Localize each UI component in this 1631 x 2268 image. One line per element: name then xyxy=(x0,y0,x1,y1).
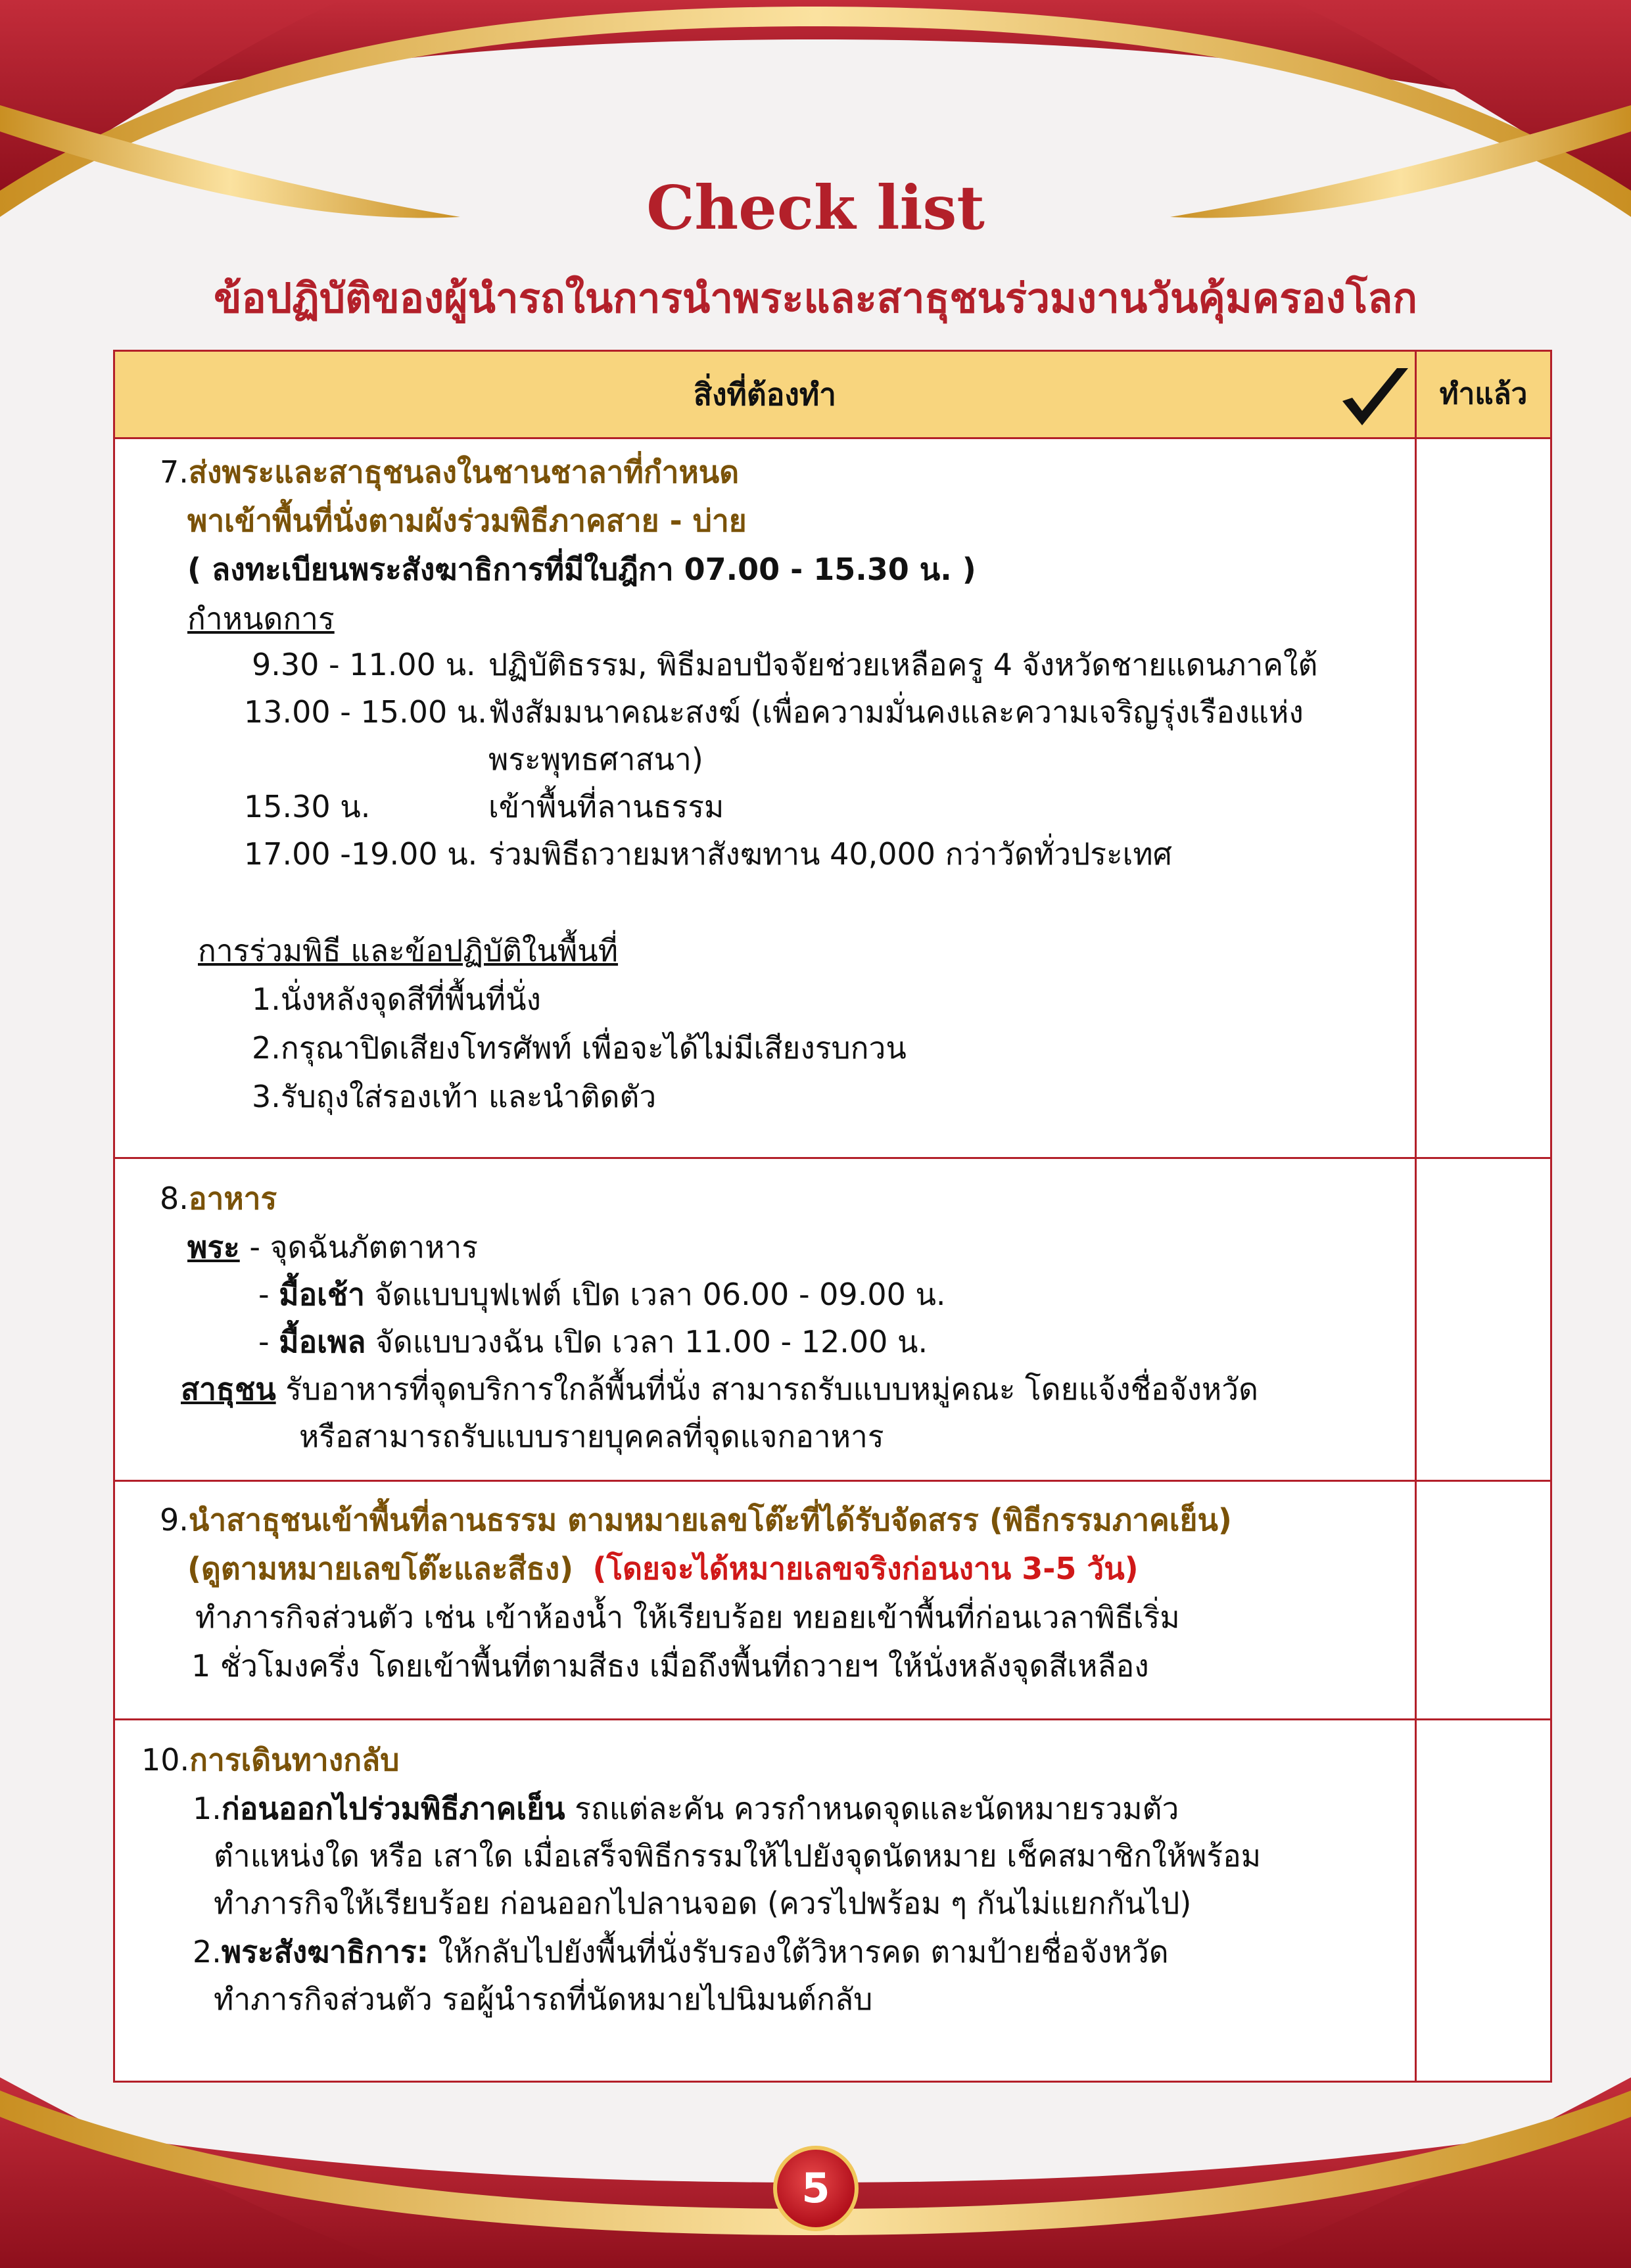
header-task: สิ่งที่ต้องทำ xyxy=(694,377,836,412)
checklist-row-10 xyxy=(115,1720,1415,2081)
rules-title: การร่วมพิธี และข้อปฏิบัติในพื้นที่ xyxy=(198,933,619,968)
breakfast-label: มื้อเช้า xyxy=(279,1277,365,1312)
rule-item: 3.รับถุงใส่รองเท้า และนำติดตัว xyxy=(252,1079,657,1114)
item-label: พระสังฆาธิการ: xyxy=(221,1934,429,1970)
item-label: ก่อนออกไปร่วมพิธีภาคเย็น xyxy=(221,1791,565,1826)
rule-item: 2.กรุณาปิดเสียงโทรศัพท์ เพื่อจะได้ไม่มีเสียงรบกวน xyxy=(252,1030,907,1066)
row-heading: การเดินทางกลับ xyxy=(189,1742,400,1778)
schedule-time: 15.30 น. xyxy=(244,789,371,824)
checklist-row-8: 8.อาหาร พระ - จุดฉันภัตตาหาร - มื้อเช้า จัดแบบบุฟเฟต์ เปิด เวลา 06.00 - 09.00 น. - มื้อเพล จัดแบบวงฉัน เปิด เวลา 11.00 - 12.00 น. สาธุชน รับอาหารที่จุดบริการใกล้พื้นที่นั่ง สามารถรับแบบหมู่คณะ โดยแจ้งชื่อจังหวัด หรือสามารถรับแบบรายบุคคลที่จุดแจกอาหาร xyxy=(115,1159,1415,1480)
row-subheading: พาเข้าพื้นที่นั่งตามผังร่วมพิธีภาคสาย - บ่าย xyxy=(187,503,747,538)
item-text-cont: ทำภารกิจส่วนตัว รอผู้นำรถที่นัดหมายไปนิมนต์กลับ xyxy=(214,1981,873,2017)
laypeople-label: สาธุชน xyxy=(181,1371,276,1407)
laypeople-text-cont: หรือสามารถรับแบบรายบุคคลที่จุดแจกอาหาร xyxy=(299,1419,884,1454)
page-subtitle: ข้อปฏิบัติของผู้นำรถในการนำพระและสาธุชนร่วมงานวันคุ้มครองโลก xyxy=(214,274,1417,322)
highlight-note: (โดยจะได้หมายเลขจริงก่อนงาน 3-5 วัน) xyxy=(592,1551,1139,1586)
checklist-row-9 xyxy=(115,1482,1415,1718)
item-number: 2. xyxy=(193,1934,222,1970)
column-divider xyxy=(1415,352,1417,2081)
checklist-table xyxy=(113,350,1552,2083)
monk-text: - จุดฉันภัตตาหาร xyxy=(239,1229,478,1265)
breakfast-text: จัดแบบบุฟเฟต์ เปิด เวลา 06.00 - 09.00 น. xyxy=(364,1277,946,1312)
schedule-text: เข้าพื้นที่ลานธรรม xyxy=(488,789,724,824)
row-heading: ส่งพระและสาธุชนลงในชานชาลาที่กำหนด xyxy=(188,454,740,490)
rule-item: 1.นั่งหลังจุดสีที่พื้นที่นั่ง xyxy=(252,981,541,1017)
row-number: 8. xyxy=(160,1181,189,1216)
row-number: 7. xyxy=(160,454,189,490)
row-subheading: (ดูตามหมายเลขโต๊ะและสีธง) xyxy=(187,1551,574,1586)
registration-note: ( ลงทะเบียนพระสังฆาธิการที่มีใบฎีกา 07.00 - 15.30 น. ) xyxy=(187,552,976,587)
schedule-time: 13.00 - 15.00 น. xyxy=(244,694,487,730)
schedule-time: 17.00 -19.00 น. xyxy=(244,836,478,872)
instruction-line: 1 ชั่วโมงครึ่ง โดยเข้าพื้นที่ตามสีธง เมื่อถึงพื้นที่ถวายฯ ให้นั่งหลังจุดสีเหลือง xyxy=(191,1648,1149,1684)
row-number: 9. xyxy=(160,1502,189,1538)
item-text-cont: ทำภารกิจให้เรียบร้อย ก่อนออกไปลานจอด (ควรไปพร้อม ๆ กันไม่แยกกันไป) xyxy=(214,1885,1192,1921)
laypeople-text: รับอาหารที่จุดบริการใกล้พื้นที่นั่ง สามารถรับแบบหมู่คณะ โดยแจ้งชื่อจังหวัด xyxy=(275,1371,1258,1407)
item-text: รถแต่ละคัน ควรกำหนดจุดและนัดหมายรวมตัว xyxy=(565,1791,1179,1826)
lunch-text: จัดแบบวงฉัน เปิด เวลา 11.00 - 12.00 น. xyxy=(366,1324,928,1359)
schedule-time: 9.30 - 11.00 น. xyxy=(252,647,476,682)
page-title: Check list xyxy=(646,172,985,243)
item-number: 1. xyxy=(193,1791,222,1826)
instruction-line: ทำภารกิจส่วนตัว เช่น เข้าห้องน้ำ ให้เรียบร้อย ทยอยเข้าพื้นที่ก่อนเวลาพิธีเริ่ม xyxy=(195,1599,1180,1635)
schedule-text: ปฏิบัติธรรม, พิธีมอบปัจจัยช่วยเหลือครู 4 จังหวัดชายแดนภาคใต้ xyxy=(488,647,1318,682)
schedule-text: ฟังสัมมนาคณะสงฆ์ (เพื่อความมั่นคงและความเจริญรุ่งเรืองแห่ง xyxy=(488,694,1304,730)
header-done: ทำแล้ว xyxy=(1439,377,1528,411)
checklist-row-7 xyxy=(115,439,1415,1244)
lunch-label: มื้อเพล xyxy=(279,1324,366,1359)
monk-label: พระ xyxy=(187,1229,240,1265)
table-header xyxy=(115,352,1550,439)
item-text: ให้กลับไปยังพื้นที่นั่งรับรองใต้วิหารคด ตามป้ายชื่อจังหวัด xyxy=(429,1934,1169,1970)
row-heading: อาหาร xyxy=(188,1181,277,1216)
schedule-title: กำหนดการ xyxy=(187,601,335,636)
page-number-badge: 5 xyxy=(773,2146,859,2231)
item-text-cont: ตำแหน่งใด หรือ เสาใด เมื่อเสร็จพิธีกรรมให้ไปยังจุดนัดหมาย เช็คสมาชิกให้พร้อม xyxy=(214,1838,1262,1874)
row-heading: นำสาธุชนเข้าพื้นที่ลานธรรม ตามหมายเลขโต๊ะที่ได้รับจัดสรร (พิธีกรรมภาคเย็น) xyxy=(188,1502,1232,1538)
check-mark-icon xyxy=(1339,365,1411,433)
row-number: 10. xyxy=(141,1742,190,1778)
schedule-text: ร่วมพิธีถวายมหาสังฆทาน 40,000 กว่าวัดทั่วประเทศ xyxy=(488,836,1172,872)
schedule-text: พระพุทธศาสนา) xyxy=(488,742,703,777)
